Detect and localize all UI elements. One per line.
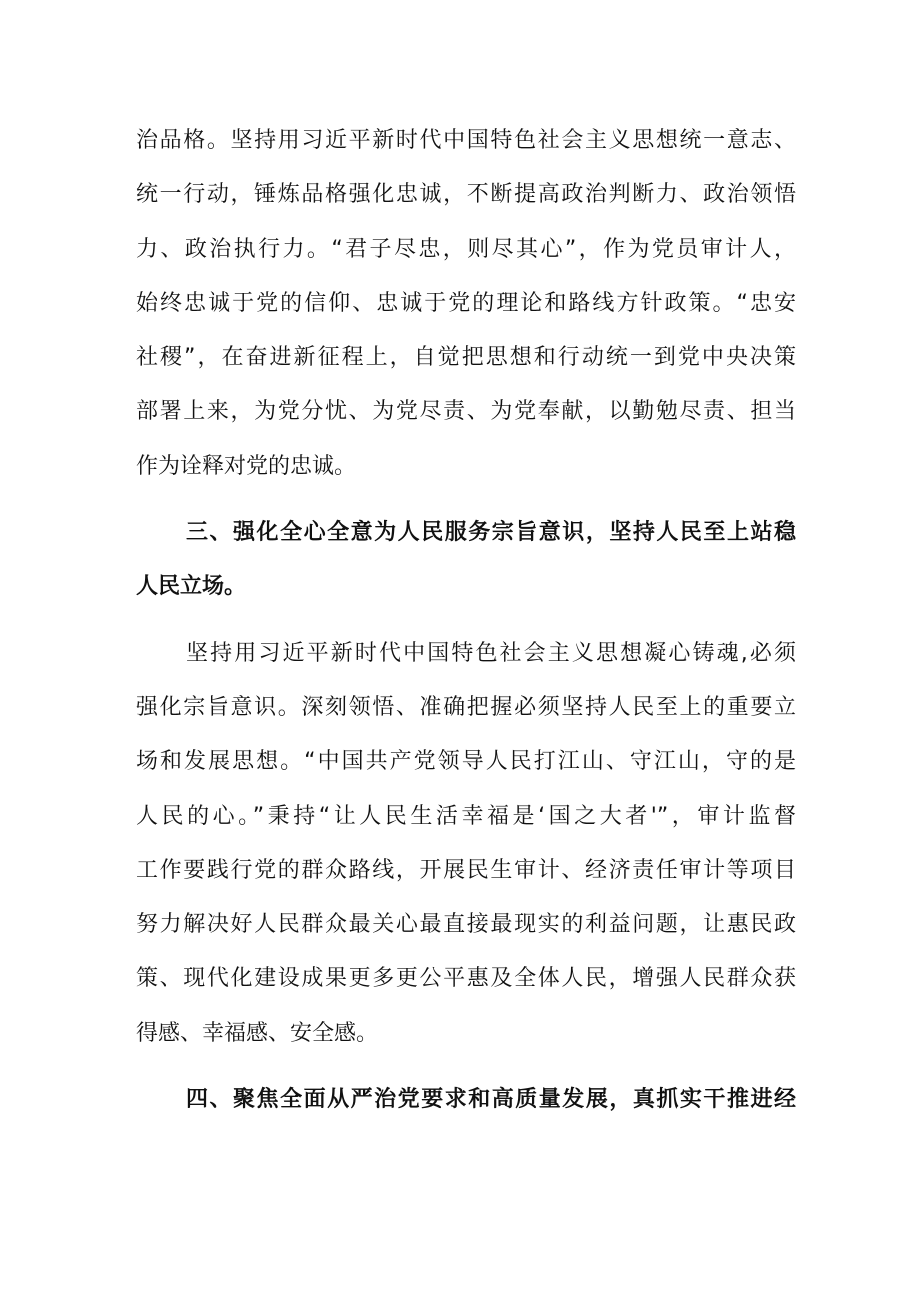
paragraph-line: 人民的心。”秉持“让人民生活幸福是‘国之大者'”，审计监督 (136, 803, 796, 829)
paragraph-line: 得感、幸福感、安全感。 (136, 1020, 379, 1046)
paragraph-line: 治品格。坚持用习近平新时代中国特色社会主义思想统一意志、 (136, 128, 796, 153)
paragraph-line: 场和发展思想。“中国共产党领导人民打江山、守江山，守的是 (136, 749, 796, 775)
paragraph-line: 策、现代化建设成果更多更公平惠及全体人民，增强人民群众获 (136, 966, 796, 992)
paragraph-spacer (136, 1061, 796, 1073)
paragraph-1 (136, 114, 796, 494)
section-heading-3 (136, 506, 796, 615)
document-body (136, 114, 796, 1127)
heading-line: 人民立场。 (136, 574, 247, 600)
paragraph-line: 强化宗旨意识。深刻领悟、准确把握必须坚持人民至上的重要立 (136, 694, 796, 720)
paragraph-line: 统一行动，锤炼品格强化忠诚，不断提高政治判断力、政治领悟 (136, 182, 796, 208)
section-heading-4 (136, 1073, 796, 1127)
paragraph-line: 作为诠释对党的忠诚。 (136, 453, 357, 479)
paragraph-line: 社稷”，在奋进新征程上，自觉把思想和行动统一到党中央决策 (136, 345, 796, 371)
paragraph-line: 始终忠诚于党的信仰、忠诚于党的理论和路线方针政策。“忠安 (136, 290, 796, 316)
paragraph-spacer (136, 615, 796, 627)
paragraph-line: 坚持用习近平新时代中国特色社会主义思想凝心铸魂,必须 (186, 640, 796, 666)
paragraph-line: 努力解决好人民群众最关心最直接最现实的利益问题，让惠民政 (136, 912, 796, 938)
paragraph-line: 部署上来，为党分忧、为党尽责、为党奉献，以勤勉尽责、担当 (136, 399, 796, 425)
heading-line: 四、聚焦全面从严治党要求和高质量发展，真抓实干推进经 (186, 1087, 796, 1113)
heading-line: 三、强化全心全意为人民服务宗旨意识，坚持人民至上站稳 (186, 520, 796, 546)
paragraph-line: 力、政治执行力。“君子尽忠，则尽其心”，作为党员审计人， (136, 236, 796, 262)
paragraph-spacer (136, 494, 796, 506)
paragraph-2 (136, 627, 796, 1061)
paragraph-line: 工作要践行党的群众路线，开展民生审计、经济责任审计等项目 (136, 857, 796, 883)
